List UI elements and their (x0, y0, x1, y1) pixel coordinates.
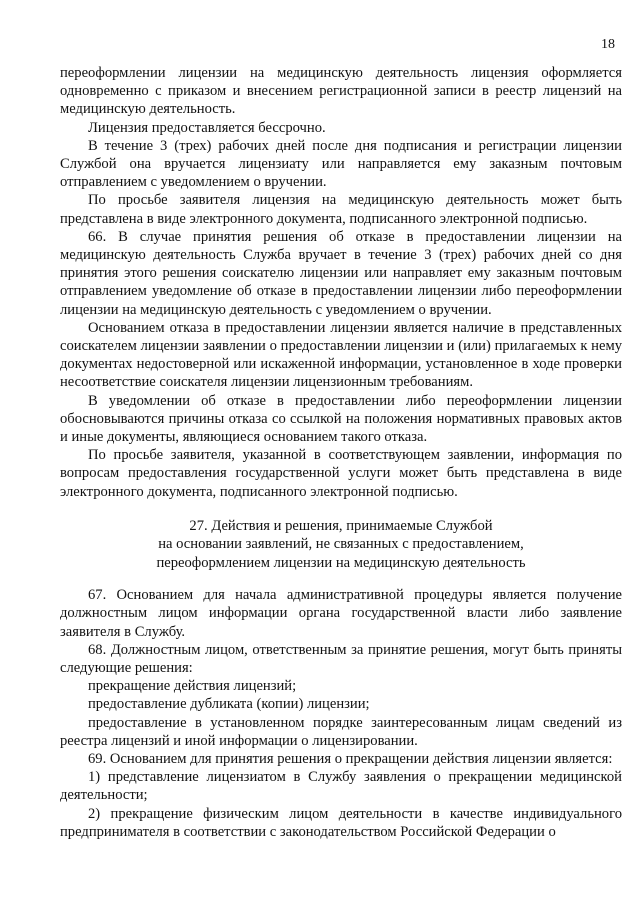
list-item: 2) прекращение физическим лицом деятельности в качестве индивидуального предпринимателя в соответствии с законодательством Российской Федерации о (60, 805, 622, 840)
section-heading (60, 517, 622, 572)
section-after (60, 586, 622, 841)
paragraph: Лицензия предоставляется бессрочно. (88, 119, 326, 136)
list-item: предоставление дубликата (копии) лицензии; (88, 696, 370, 713)
paragraph-69: 69. Основанием для принятия решения о прекращении действия лицензии является: (88, 750, 613, 767)
page-number: 18 (601, 37, 615, 52)
paragraph-68: 68. Должностным лицом, ответственным за принятие решения, могут быть приняты следующие решения: (60, 641, 622, 676)
paragraph: В течение 3 (трех) рабочих дней после дня подписания и регистрации лицензии Службой она вручается лицензиату или направляется ему заказным почтовым отправлением с уведомлением о вручении. (60, 137, 622, 191)
paragraph: По просьбе заявителя, указанной в соответствующем заявлении, информация по вопросам предоставления государственной услуги может быть представлена в виде электронного документа, подписанного электронной подписью. (60, 447, 622, 500)
list-item: прекращение действия лицензий; (88, 678, 297, 695)
section-heading-line: на основании заявлений, не связанных с предоставлением, (158, 536, 524, 553)
section-heading-line: переоформлением лицензии на медицинскую деятельность (156, 554, 526, 571)
document-body (60, 64, 622, 841)
paragraph: Основанием отказа в предоставлении лицензии является наличие в представленных соискателем лицензии заявлении о предоставлении лицензии и (или) прилагаемых к нему документах недостоверной или искаженной информации, установленное в ходе проверки несоответствие соискателя лицензии лицензионным требованиям. (60, 319, 622, 391)
paragraph: По просьбе заявителя лицензия на медицинскую деятельность может быть представлена в виде электронного документа, подписанного электронной подписью. (60, 192, 622, 227)
list-item: предоставление в установленном порядке заинтересованным лицам сведений из реестра лицензий и иной информации о лицензировании. (60, 714, 622, 749)
list-item: 1) представление лицензиатом в Службу заявления о прекращении медицинской деятельности; (60, 769, 622, 804)
paragraph: переоформлении лицензии на медицинскую деятельность лицензия оформляется одновременно с приказом и внесением регистрационной записи в реестр лицензий на медицинскую деятельность. (60, 65, 622, 118)
paragraph-66: 66. В случае принятия решения об отказе в предоставлении лицензии на медицинскую деятельность Служба вручает в течение 3 (трех) рабочих дней со дня принятия этого решения соискателю лицензии или направляет ему заказным почтовым отправлением уведомление об отказе в предоставлении лицензии либо переоформлении лицензии на медицинскую деятельность с уведомлением о вручении. (60, 228, 622, 318)
section-heading-line: 27. Действия и решения, принимаемые Службой (189, 517, 493, 534)
paragraph-67: 67. Основанием для начала административной процедуры является получение должностным лицом информации органа государственной власти либо заявление заявителя в Службу. (60, 587, 622, 640)
section-before (60, 64, 622, 501)
paragraph: В уведомлении об отказе в предоставлении либо переоформлении лицензии обосновываются причины отказа со ссылкой на положения нормативных правовых актов и иные документы, являющиеся основанием такого отказа. (60, 392, 622, 446)
